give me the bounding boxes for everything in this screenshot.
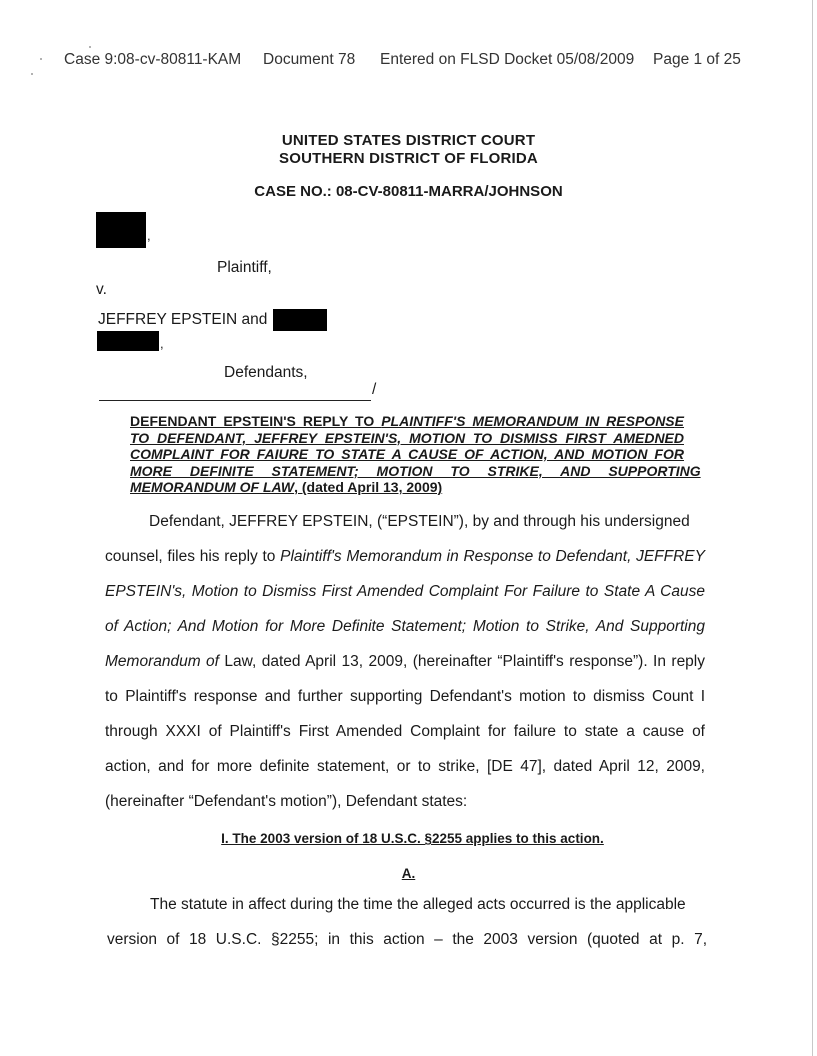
body-line: action, and for more definite statement, or to strike, [DE 47], dated April 12, 2009,: [105, 758, 705, 775]
body-line: Memorandum of Law, dated April 13, 2009, (hereinafter “Plaintiff's response”). In reply: [105, 653, 706, 670]
court-name: UNITED STATES DISTRICT COURT: [281, 132, 536, 149]
body-paragraph-1: [105, 512, 705, 827]
body-paragraph-2: [107, 895, 707, 965]
defendants-label: Defendants,: [224, 364, 308, 381]
body-line: counsel, files his reply to Plaintiff's Memorandum in Response to Defendant, JEFFREY: [105, 548, 705, 565]
redaction-block-defendant: [273, 309, 327, 331]
body-line: through XXXI of Plaintiff's First Amended Complaint for failure to state a cause of: [105, 723, 705, 740]
body-line: The statute in affect during the time the alleged acts occurred is the applicable: [150, 896, 686, 913]
header-case-number: Case 9:08-cv-80811-KAM: [64, 51, 242, 68]
body-line: Defendant, JEFFREY EPSTEIN, (“EPSTEIN”), by and through his undersigned: [149, 513, 690, 530]
body-line: (hereinafter “Defendant's motion”), Defendant states:: [105, 793, 468, 810]
scan-speck: [31, 73, 33, 75]
caption-comma-2: ,: [160, 336, 164, 351]
scan-speck: [89, 46, 91, 48]
title-line: TO DEFENDANT, JEFFREY EPSTEIN'S, MOTION TO DISMISS FIRST AMEDNED: [130, 429, 684, 446]
body-line: of Action; And Motion for More Definite Statement; Motion to Strike, And Supporting: [105, 618, 705, 635]
defendant-name: JEFFREY EPSTEIN and: [98, 311, 268, 328]
body-line: EPSTEIN's, Motion to Dismiss First Amended Complaint For Failure to State A Cause: [105, 583, 705, 600]
scan-speck: [40, 58, 42, 60]
body-line: version of 18 U.S.C. §2255; in this action – the 2003 version (quoted at p. 7,: [107, 931, 707, 948]
case-number: CASE NO.: 08-CV-80811-MARRA/JOHNSON: [254, 183, 563, 200]
title-line: DEFENDANT EPSTEIN'S REPLY TO PLAINTIFF'S MEMORANDUM IN RESPONSE: [130, 413, 684, 429]
title-line: MEMORANDUM OF LAW, (dated April 13, 2009): [130, 479, 443, 495]
versus-label: v.: [96, 281, 107, 298]
header-page-number: Page 1 of 25: [653, 51, 741, 68]
plaintiff-label: Plaintiff,: [217, 259, 272, 276]
motion-title: [130, 413, 701, 496]
caption-comma: ,: [147, 228, 151, 243]
redaction-block-defendant-2: [97, 331, 159, 351]
title-line: COMPLAINT FOR FAIURE TO STATE A CAUSE OF ACTION, AND MOTION FOR: [130, 446, 684, 462]
header-docket-entry: Entered on FLSD Docket 05/08/2009: [380, 51, 635, 68]
header-document-number: Document 78: [263, 51, 356, 68]
subsection-heading: A.: [401, 866, 416, 881]
caption-slash: /: [372, 381, 377, 398]
caption-rule: [99, 400, 371, 401]
body-line: to Plaintiff's response and further supporting Defendant's motion to dismiss Count I: [105, 688, 705, 705]
title-line: MORE DEFINITE STATEMENT; MOTION TO STRIKE, AND SUPPORTING: [130, 462, 701, 479]
section-heading: I. The 2003 version of 18 U.S.C. §2255 applies to this action.: [221, 831, 604, 846]
court-district: SOUTHERN DISTRICT OF FLORIDA: [279, 150, 538, 167]
redaction-block-plaintiff: [96, 212, 146, 248]
